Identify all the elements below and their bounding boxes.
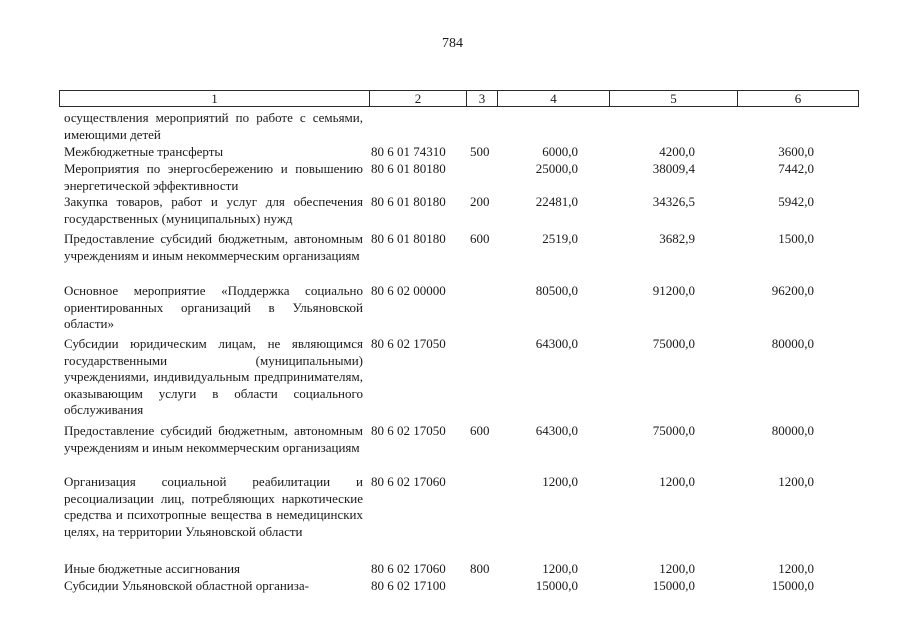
row-value-6: 1500,0 — [778, 231, 814, 246]
table-row — [0, 194, 905, 231]
row-value-6: 80000,0 — [771, 336, 814, 351]
row-name: Мероприятия по энергосбережению и повышению энергетической эффективности — [64, 161, 363, 193]
table-row — [0, 110, 905, 144]
row-value-4: 2519,0 — [542, 231, 578, 246]
column-header: 2 — [370, 91, 467, 106]
row-code: 80 6 01 80180 — [371, 194, 446, 209]
row-value-4: 1200,0 — [542, 474, 578, 489]
row-code: 80 6 02 00000 — [371, 283, 446, 298]
row-name: Иные бюджетные ассигнования — [64, 561, 241, 576]
column-header: 1 — [60, 91, 370, 106]
row-value-6: 1200,0 — [778, 474, 814, 489]
table-row — [0, 231, 905, 283]
row-value-6: 1200,0 — [778, 561, 814, 576]
table-row — [0, 423, 905, 474]
row-value-6: 7442,0 — [778, 161, 814, 176]
table-row — [0, 161, 905, 194]
row-value-5: 34326,5 — [652, 194, 695, 209]
row-code: 80 6 01 74310 — [371, 144, 446, 159]
row-code: 80 6 02 17050 — [371, 336, 446, 351]
row-value-5: 38009,4 — [652, 161, 695, 176]
table-header — [59, 90, 859, 107]
row-value-5: 91200,0 — [652, 283, 695, 298]
row-name: Субсидии Ульяновской областной организа- — [64, 578, 309, 593]
row-name: Предоставление субсидий бюджетным, автономным учреждениям и иным некоммерческим организациям — [64, 231, 363, 263]
row-value-4: 22481,0 — [535, 194, 578, 209]
row-value-6: 5942,0 — [778, 194, 814, 209]
row-vr: 200 — [470, 194, 490, 209]
column-header: 5 — [610, 91, 738, 106]
table-body — [0, 110, 905, 595]
row-value-6: 15000,0 — [771, 578, 814, 593]
page-number: 784 — [442, 36, 463, 51]
table-row — [0, 144, 905, 161]
row-value-5: 3682,9 — [659, 231, 695, 246]
row-value-5: 15000,0 — [652, 578, 695, 593]
row-value-5: 1200,0 — [659, 561, 695, 576]
row-value-4: 64300,0 — [535, 336, 578, 351]
table-row — [0, 336, 905, 423]
row-code: 80 6 02 17060 — [371, 561, 446, 576]
row-name: осуществления мероприятий по работе с семьями, имеющими детей — [64, 110, 363, 142]
column-header: 3 — [467, 91, 498, 106]
row-vr: 500 — [470, 144, 490, 159]
row-value-4: 6000,0 — [542, 144, 578, 159]
row-value-6: 80000,0 — [771, 423, 814, 438]
row-code: 80 6 02 17100 — [371, 578, 446, 593]
row-value-5: 4200,0 — [659, 144, 695, 159]
table-row — [0, 474, 905, 561]
row-value-4: 25000,0 — [535, 161, 578, 176]
row-code: 80 6 02 17060 — [371, 474, 446, 489]
row-value-5: 75000,0 — [652, 423, 695, 438]
row-value-4: 64300,0 — [535, 423, 578, 438]
row-name: Организация социальной реабилитации и ресоциализации лиц, потребляющих наркотические средства и психотропные вещества в немедицинских целях, на территории Ульяновской области — [64, 474, 363, 539]
row-name: Основное мероприятие «Поддержка социально ориентированных организаций в Ульяновской области» — [64, 283, 363, 332]
row-code: 80 6 02 17050 — [371, 423, 446, 438]
row-value-5: 75000,0 — [652, 336, 695, 351]
column-header: 6 — [794, 91, 802, 106]
column-header: 4 — [498, 91, 610, 106]
row-value-4: 80500,0 — [535, 283, 578, 298]
row-name: Предоставление субсидий бюджетным, автономным учреждениям и иным некоммерческим организациям — [64, 423, 363, 455]
row-name: Закупка товаров, работ и услуг для обеспечения государственных (муниципальных) нужд — [64, 194, 363, 226]
row-value-6: 3600,0 — [778, 144, 814, 159]
row-value-6: 96200,0 — [771, 283, 814, 298]
row-name: Субсидии юридическим лицам, не являющимся государственными (муниципальными) учреждениями, индивидуальным предпринимателям, оказывающим услуги в области социального обслуживания — [64, 336, 363, 418]
table-row — [0, 578, 905, 595]
table-row — [0, 561, 905, 578]
row-value-5: 1200,0 — [659, 474, 695, 489]
row-vr: 800 — [470, 561, 490, 576]
row-value-4: 15000,0 — [535, 578, 578, 593]
row-code: 80 6 01 80180 — [371, 231, 446, 246]
row-code: 80 6 01 80180 — [371, 161, 446, 176]
row-value-4: 1200,0 — [542, 561, 578, 576]
row-name: Межбюджетные трансферты — [64, 144, 224, 159]
row-vr: 600 — [470, 231, 490, 246]
table-row — [0, 283, 905, 336]
row-vr: 600 — [470, 423, 490, 438]
